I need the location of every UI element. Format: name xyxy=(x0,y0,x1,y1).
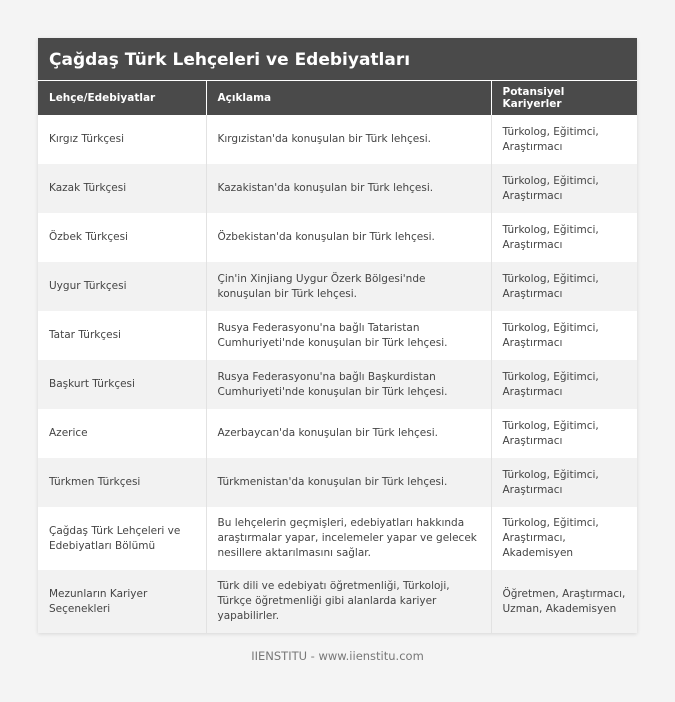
dialect-cell: Azerice xyxy=(38,409,206,458)
dialect-cell: Mezunların Kariyer Seçenekleri xyxy=(38,570,206,633)
careers-table xyxy=(38,81,637,633)
table-row xyxy=(38,409,637,458)
careers-cell: Türkolog, Eğitimci, Araştırmacı xyxy=(491,213,637,262)
table-row xyxy=(38,213,637,262)
description-cell: Özbekistan'da konuşulan bir Türk lehçesi. xyxy=(206,213,491,262)
table-row xyxy=(38,360,637,409)
column-header-careers: Potansiyel Kariyerler xyxy=(491,81,637,115)
description-cell: Azerbaycan'da konuşulan bir Türk lehçesi. xyxy=(206,409,491,458)
table-row xyxy=(38,570,637,633)
table-row xyxy=(38,507,637,570)
column-header-description: Açıklama xyxy=(206,81,491,115)
description-cell: Bu lehçelerin geçmişleri, edebiyatları hakkında araştırmalar yapar, incelemeler yapar ve gelecek nesillere aktarılmasını sağlar. xyxy=(206,507,491,570)
table-title: Çağdaş Türk Lehçeleri ve Edebiyatları xyxy=(38,38,637,81)
description-cell: Çin'in Xinjiang Uygur Özerk Bölgesi'nde konuşulan bir Türk lehçesi. xyxy=(206,262,491,311)
dialect-cell: Türkmen Türkçesi xyxy=(38,458,206,507)
description-cell: Türk dili ve edebiyatı öğretmenliği, Türkoloji, Türkçe öğretmenliği gibi alanlarda kariyer yapabilirler. xyxy=(206,570,491,633)
table-card xyxy=(38,38,637,633)
careers-cell: Öğretmen, Araştırmacı, Uzman, Akademisyen xyxy=(491,570,637,633)
careers-cell: Türkolog, Eğitimci, Araştırmacı, Akademisyen xyxy=(491,507,637,570)
careers-cell: Türkolog, Eğitimci, Araştırmacı xyxy=(491,311,637,360)
description-cell: Rusya Federasyonu'na bağlı Başkurdistan Cumhuriyeti'nde konuşulan bir Türk lehçesi. xyxy=(206,360,491,409)
table-row xyxy=(38,311,637,360)
dialect-cell: Çağdaş Türk Lehçeleri ve Edebiyatları Bölümü xyxy=(38,507,206,570)
description-cell: Türkmenistan'da konuşulan bir Türk lehçesi. xyxy=(206,458,491,507)
table-row xyxy=(38,262,637,311)
description-cell: Rusya Federasyonu'na bağlı Tataristan Cumhuriyeti'nde konuşulan bir Türk lehçesi. xyxy=(206,311,491,360)
dialect-cell: Kazak Türkçesi xyxy=(38,164,206,213)
dialect-cell: Tatar Türkçesi xyxy=(38,311,206,360)
careers-cell: Türkolog, Eğitimci, Araştırmacı xyxy=(491,115,637,164)
header-row xyxy=(38,81,637,115)
dialect-cell: Özbek Türkçesi xyxy=(38,213,206,262)
dialect-cell: Uygur Türkçesi xyxy=(38,262,206,311)
careers-cell: Türkolog, Eğitimci, Araştırmacı xyxy=(491,164,637,213)
dialect-cell: Kırgız Türkçesi xyxy=(38,115,206,164)
footer-credit: IIENSTITU - www.iienstitu.com xyxy=(251,649,424,663)
careers-cell: Türkolog, Eğitimci, Araştırmacı xyxy=(491,262,637,311)
column-header-dialect: Lehçe/Edebiyatlar xyxy=(38,81,206,115)
description-cell: Kazakistan'da konuşulan bir Türk lehçesi. xyxy=(206,164,491,213)
careers-cell: Türkolog, Eğitimci, Araştırmacı xyxy=(491,409,637,458)
careers-cell: Türkolog, Eğitimci, Araştırmacı xyxy=(491,458,637,507)
description-cell: Kırgızistan'da konuşulan bir Türk lehçesi. xyxy=(206,115,491,164)
table-row xyxy=(38,115,637,164)
dialect-cell: Başkurt Türkçesi xyxy=(38,360,206,409)
table-row xyxy=(38,164,637,213)
table-row xyxy=(38,458,637,507)
careers-cell: Türkolog, Eğitimci, Araştırmacı xyxy=(491,360,637,409)
